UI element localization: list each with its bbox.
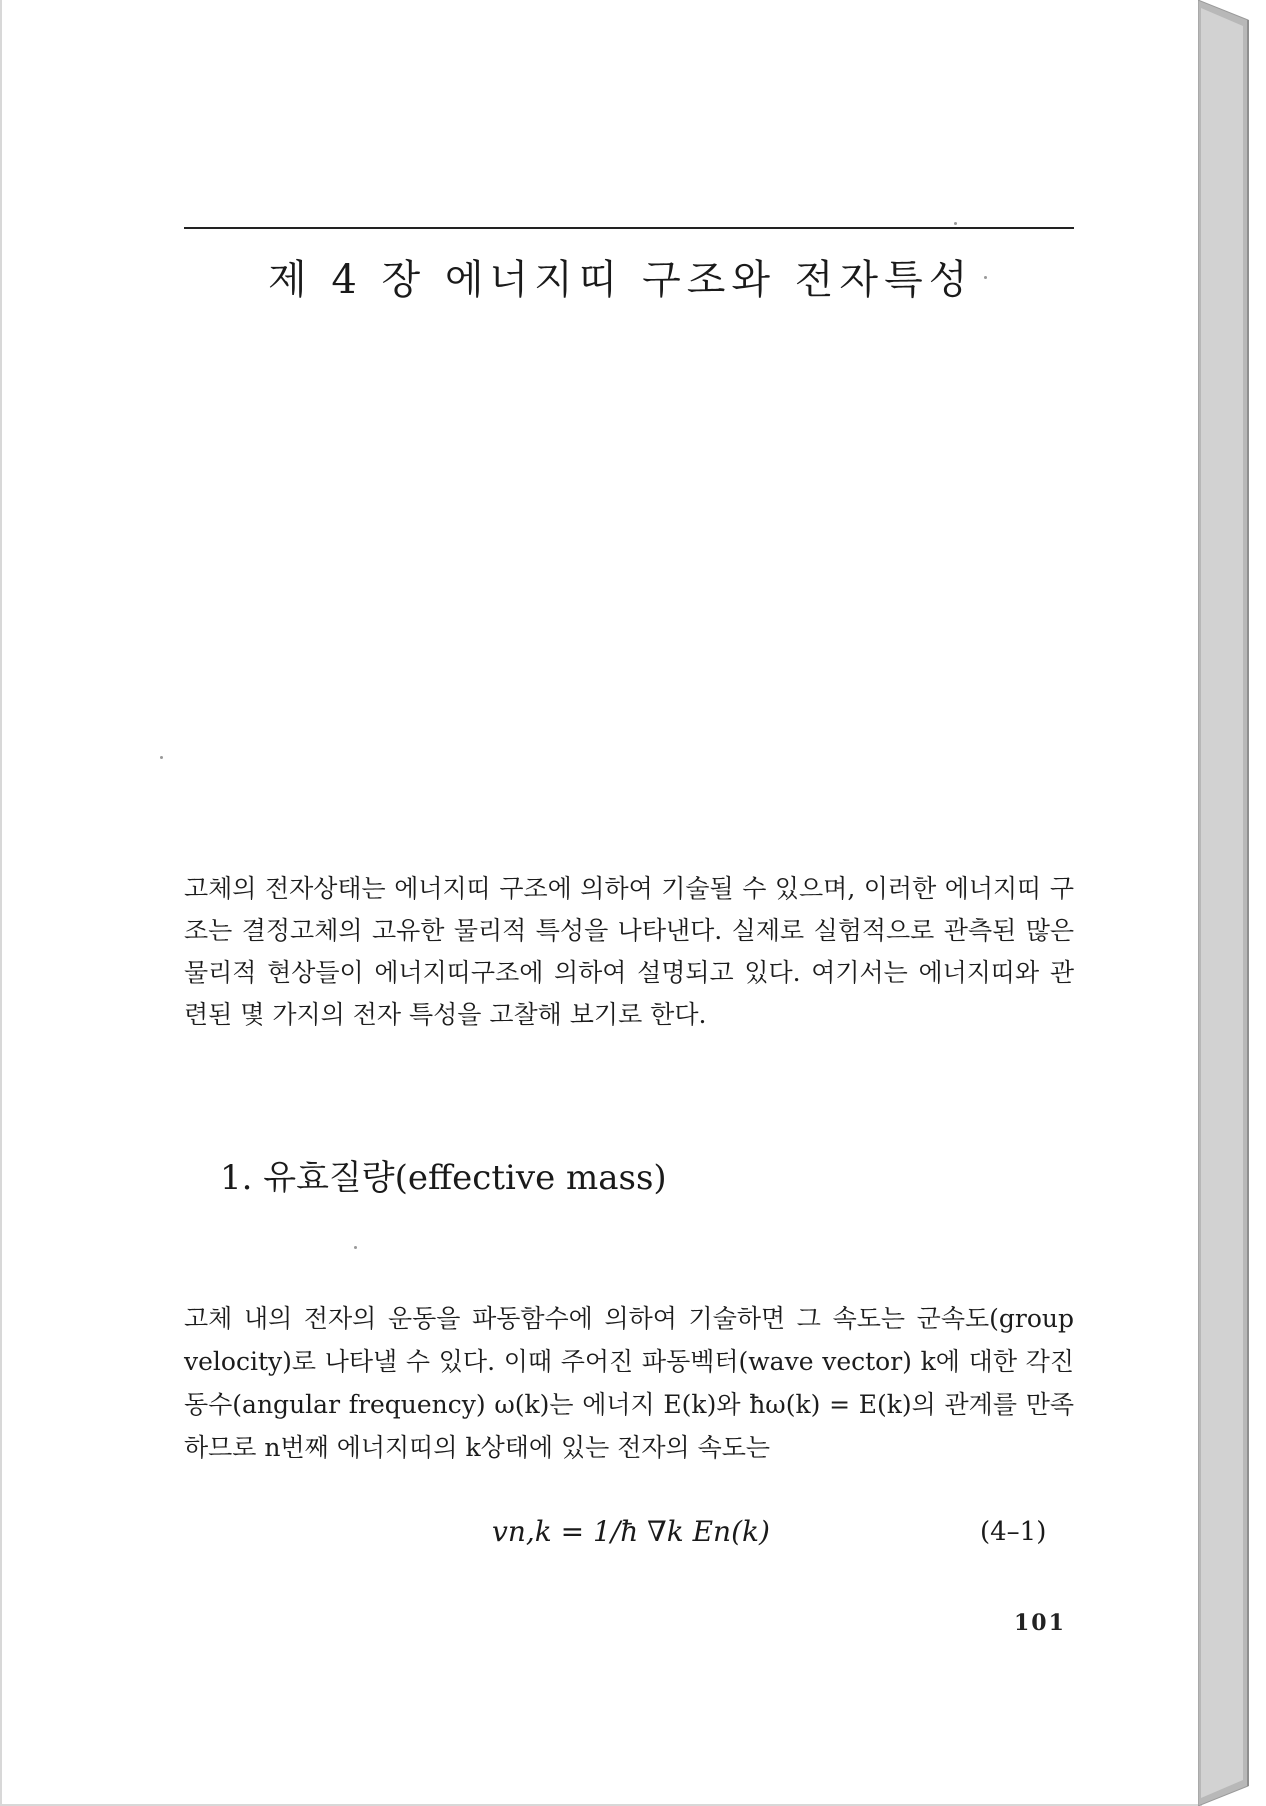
equation-lhs: vn,k: [492, 1515, 552, 1548]
body-paragraph: 고체 내의 전자의 운동을 파동함수에 의하여 기술하면 그 속도는 군속도(group velocity)로 나타낼 수 있다. 이때 주어진 파동벡터(wave vector) k에 대한 각진동수(angular frequency) ω(k)는 에너지 E(k)와 ħω(k) = E(k)의 관계를 만족하므로 n번째 에너지띠의 k상태에 있는 전자의 속도는: [184, 1304, 1074, 1462]
intro-paragraph: 고체의 전자상태는 에너지띠 구조에 의하여 기술될 수 있으며, 이러한 에너지띠 구조는 결정고체의 고유한 물리적 특성을 나타낸다. 실제로 실험적으로 관측된 많은 물리적 현상들이 에너지띠구조에 의하여 설명되고 있다. 여기서는 에너지띠와 관련된 몇 가지의 전자 특성을 고찰해 보기로 한다.: [184, 874, 1074, 1029]
page-number: 101: [1014, 1610, 1066, 1636]
chapter-rule: [184, 227, 1074, 229]
scan-speck: [984, 276, 987, 279]
spine-graphic: [1198, 0, 1266, 1806]
scan-speck: [954, 222, 957, 225]
equation-number: (4–1): [980, 1517, 1047, 1547]
chapter-rule-gap: [184, 229, 230, 232]
equation-4-1: vn,k = 1/ħ ∇k En(k): [492, 1515, 770, 1548]
scan-speck: [160, 756, 163, 759]
section-heading: 1. 유효질량(effective mass): [220, 1158, 667, 1198]
scan-speck: [354, 1246, 357, 1249]
equation-rhs: 1/ħ ∇k En(k): [593, 1515, 770, 1548]
chapter-title: 제 4 장 에너지띠 구조와 전자특성: [268, 257, 974, 303]
book-spine-edge: [1198, 0, 1266, 1806]
